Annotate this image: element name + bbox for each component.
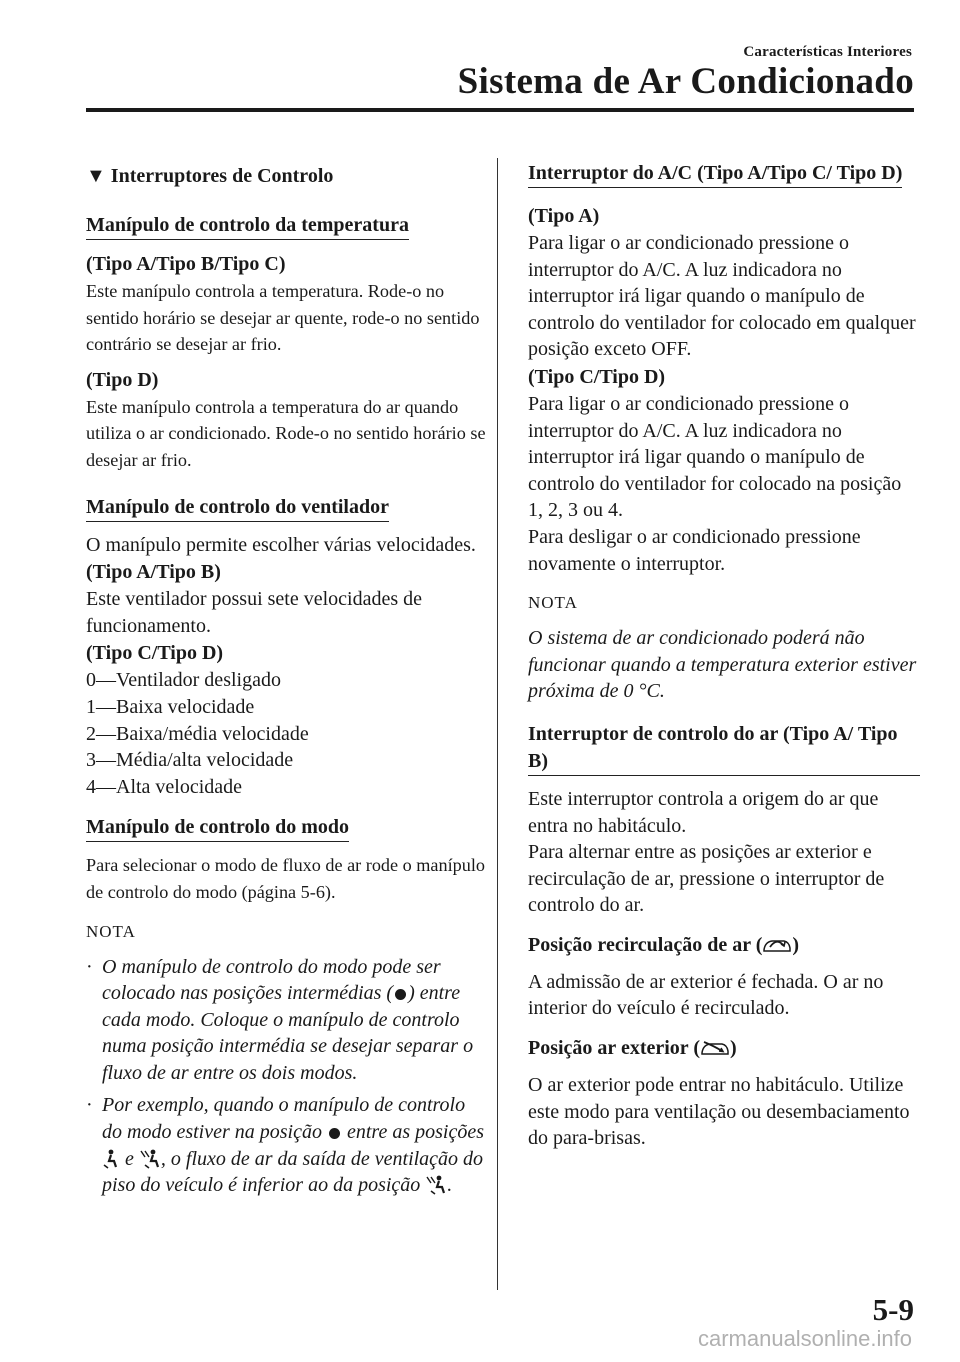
fan-speed-3: 3—Média/alta velocidade	[86, 749, 294, 772]
header-rule	[86, 108, 914, 112]
mode-nota-label: NOTA	[86, 921, 136, 941]
header-title: Sistema de Ar Condicionado	[457, 61, 914, 102]
filled-circle-icon	[395, 989, 406, 1000]
temp-heading: Manípulo de controlo da temperatura	[86, 212, 409, 240]
mode-nota-bullet-1: · O manípulo de controlo do modo pode ser colocado nas posições intermédias ( ) entre cada modo. Coloque o manípulo de controlo numa posição intermédia se desejar separar o fluxo de ar entre os dois modos.	[86, 955, 474, 1084]
floor-defrost-vent-icon	[425, 1175, 447, 1195]
watermark: carmanualsonline.info	[697, 1326, 912, 1351]
fan-intro: O manípulo permite escolher várias velocidades.	[86, 533, 476, 556]
ac-nota-text: O sistema de ar condicionado poderá não funcionar quando a temperatura exterior estiver próxima de 0 °C.	[528, 627, 917, 703]
filled-circle-icon	[329, 1128, 340, 1139]
air-heading: Interruptor de controlo do ar (Tipo A/ Tipo B)	[528, 721, 920, 776]
floor-defrost-vent-icon	[139, 1149, 161, 1169]
fan-type-ab: (Tipo A/Tipo B)	[86, 561, 221, 584]
fan-text-ab: Este ventilador possui sete velocidades de funcionamento.	[86, 588, 423, 637]
temp-text-abc: Este manípulo controla a temperatura. Rode-o no sentido horário se desejar ar quente, rode-o no sentido contrário se desejar ar frio.	[86, 281, 480, 355]
ac-text-cd: Para ligar o ar condicionado pressione o interruptor do A/C. A luz indicadora no interruptor irá ligar quando o manípulo de controlo do ventilador for colocado na posição 1, 2, 3 ou 4.	[528, 392, 902, 522]
column-divider	[497, 158, 498, 1290]
recirculation-icon	[762, 935, 792, 955]
recirc-text: A admissão de ar exterior é fechada. O ar no interior do veículo é recirculado.	[528, 970, 884, 1020]
fan-type-cd: (Tipo C/Tipo D)	[86, 642, 224, 665]
triangle-down-icon: ▼	[86, 165, 106, 187]
ac-heading: Interruptor do A/C (Tipo A/Tipo C/ Tipo D)	[528, 160, 902, 188]
temp-type-abc: (Tipo A/Tipo B/Tipo C)	[86, 253, 286, 275]
fan-speed-4: 4—Alta velocidade	[86, 775, 243, 798]
mode-nota-bullet-2: · Por exemplo, quando o manípulo de controlo do modo estiver na posição entre as posições e , o fluxo de ar da saída de ventilação do piso do veículo é inferior ao da posição .	[86, 1094, 484, 1197]
header-chapter: Características Interiores	[743, 44, 912, 60]
temp-type-d: (Tipo D)	[86, 368, 159, 391]
ac-nota-label: NOTA	[528, 593, 578, 613]
recirc-label: Posição recirculação de ar ( )	[528, 933, 800, 956]
page-number: 5-9	[872, 1292, 914, 1327]
fan-heading: Manípulo de controlo do ventilador	[86, 494, 389, 522]
mode-text: Para selecionar o modo de fluxo de ar rode o manípulo de controlo do modo (página 5-6).	[86, 855, 485, 902]
air-text-1: Este interruptor controla a origem do ar que entra no habitáculo.	[528, 787, 879, 837]
temp-text-d: Este manípulo controla a temperatura do ar quando utiliza o ar condicionado. Rode-o no sentido horário se desejar ar frio.	[86, 396, 486, 470]
fan-speed-1: 1—Baixa velocidade	[86, 695, 255, 718]
outside-label: Posição ar exterior ( )	[528, 1037, 737, 1060]
ac-text-a: Para ligar o ar condicionado pressione o interruptor do A/C. A luz indicadora no interruptor irá ligar quando o manípulo de controlo do ventilador for colocado em qualquer posição exceto OFF.	[528, 232, 916, 361]
right-column	[528, 160, 920, 1160]
left-column	[86, 160, 486, 1201]
ac-type-cd: (Tipo C/Tipo D)	[528, 365, 666, 388]
fan-speed-0: 0—Ventilador desligado	[86, 669, 281, 692]
outside-air-icon	[700, 1038, 730, 1058]
bullet-dot-icon: ·	[86, 1094, 93, 1117]
bullet-dot-icon: ·	[86, 955, 93, 978]
floor-vent-icon	[102, 1149, 120, 1169]
outside-text: O ar exterior pode entrar no habitáculo. Utilize este modo para ventilação ou desembaciamento do para-brisas.	[528, 1074, 910, 1150]
section-title: ▼ Interruptores de Controlo	[86, 165, 334, 187]
ac-type-a: (Tipo A)	[528, 205, 600, 227]
mode-heading: Manípulo de controlo do modo	[86, 814, 349, 842]
air-text-2: Para alternar entre as posições ar exterior e recirculação de ar, pressione o interruptor de controlo do ar.	[528, 841, 885, 917]
fan-speed-2: 2—Baixa/média velocidade	[86, 722, 309, 745]
ac-text-off: Para desligar o ar condicionado pressione novamente o interruptor.	[528, 525, 861, 575]
